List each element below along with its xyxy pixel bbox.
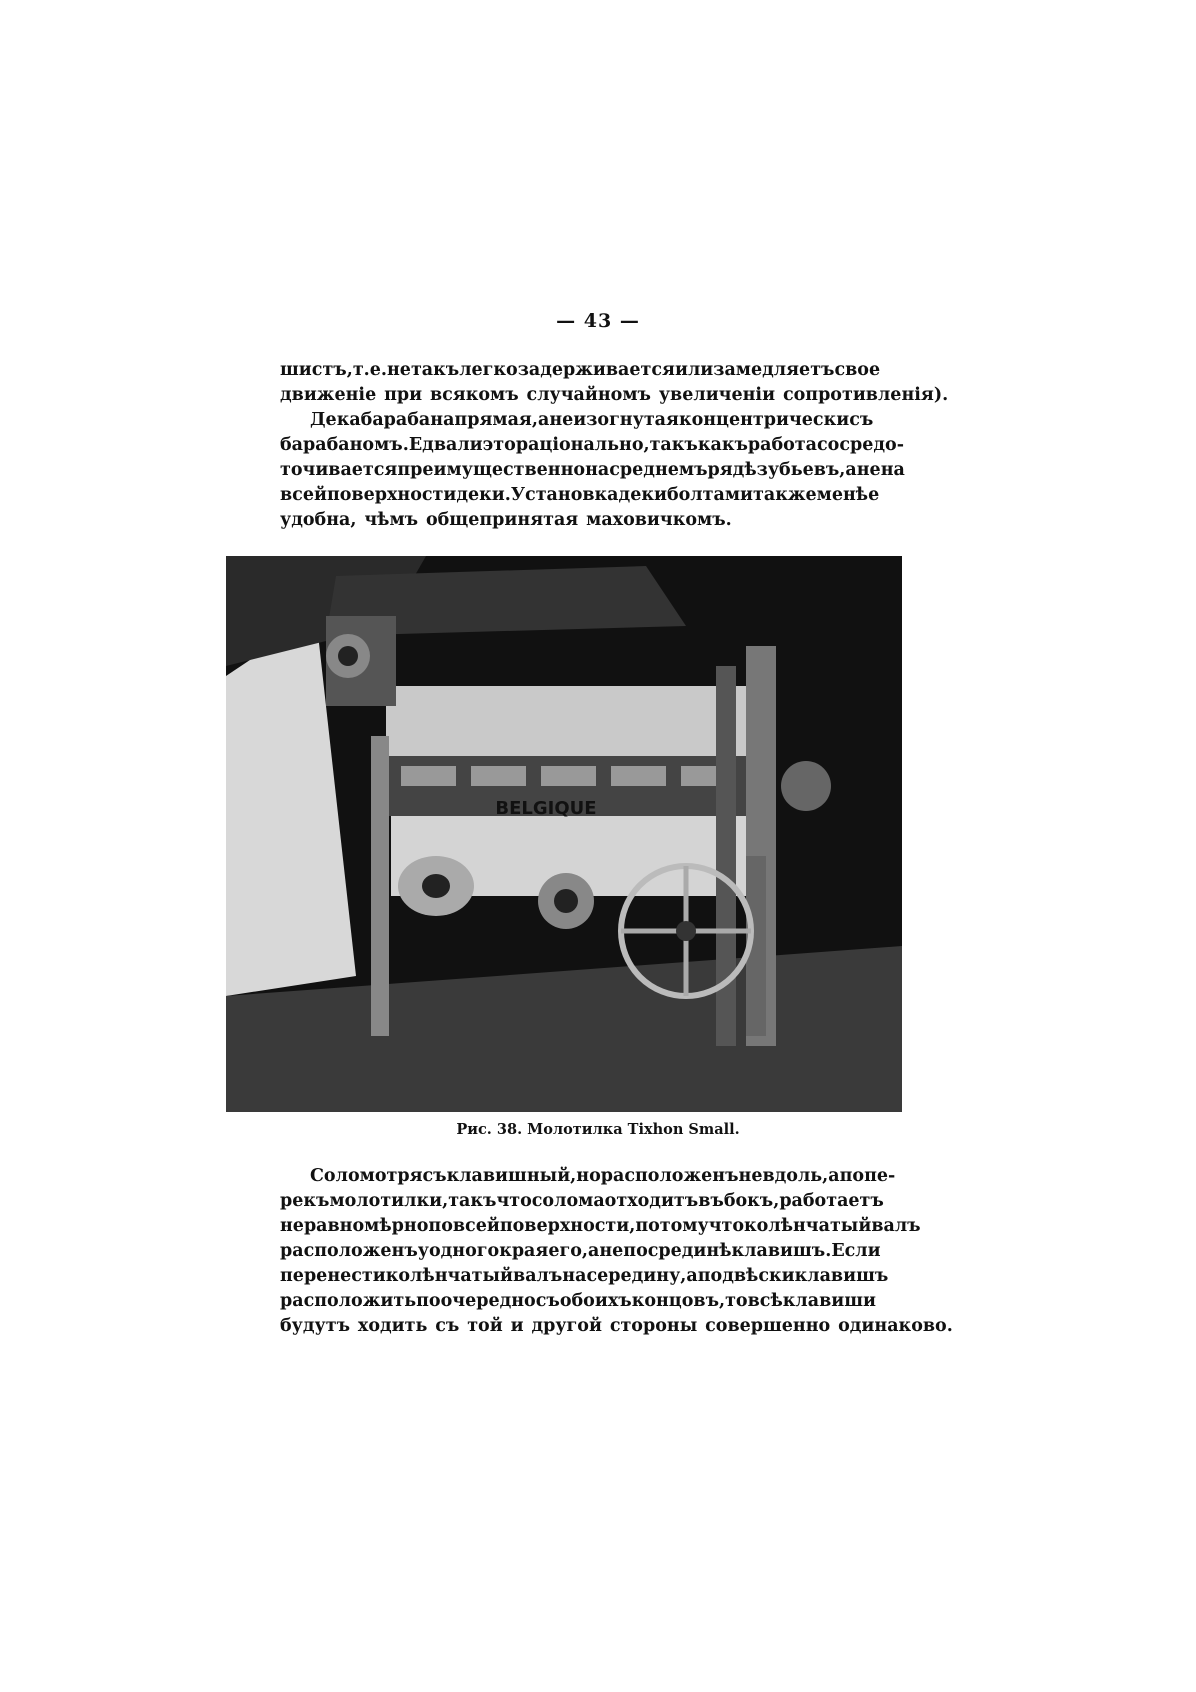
word: потому — [635, 1216, 709, 1236]
word: а — [828, 1166, 840, 1186]
word: Установка — [510, 485, 619, 505]
word: шистъ, — [280, 360, 353, 380]
word: середину, — [586, 1266, 687, 1286]
word: сосредо- — [817, 435, 904, 455]
word: при — [384, 385, 423, 405]
word: поверхности — [326, 485, 457, 505]
word: расположенъ — [600, 1166, 739, 1186]
word: поочередно — [416, 1291, 536, 1311]
word: а — [587, 1241, 600, 1261]
word: а — [537, 410, 550, 430]
machine-label: BELGIQUE — [495, 798, 597, 819]
word: зубьевъ, — [756, 460, 846, 480]
text-line — [280, 508, 870, 533]
word: замедляетъ — [713, 360, 835, 380]
word: концентрически — [678, 410, 850, 430]
word: работаетъ — [779, 1191, 884, 1211]
text-line — [280, 358, 881, 383]
word: той — [467, 1316, 503, 1336]
word: всѣ — [747, 1291, 783, 1311]
word: будутъ — [280, 1316, 351, 1336]
word: всей — [280, 485, 327, 505]
word: концовъ, — [631, 1291, 726, 1311]
word: деки. — [456, 485, 511, 505]
word: маховичкомъ. — [586, 510, 732, 530]
text-line — [280, 408, 874, 433]
word: подвѣски — [697, 1266, 795, 1286]
word: отходитъ — [604, 1191, 699, 1211]
word: и — [510, 1316, 524, 1336]
word: посрединѣ — [623, 1241, 732, 1261]
word: работа — [747, 435, 817, 455]
word: не — [599, 1241, 624, 1261]
word: барабана — [360, 410, 455, 430]
word: перенести — [280, 1266, 386, 1286]
word: валъ — [513, 1266, 563, 1286]
word: неравномѣрно — [280, 1216, 429, 1236]
word: на — [562, 1266, 587, 1286]
figure-photo — [226, 556, 902, 1112]
word: преимущественно — [397, 460, 586, 480]
word: или — [674, 360, 714, 380]
word: не — [386, 360, 411, 380]
word: съ — [535, 1291, 560, 1311]
figure-caption: Рис. 38. Молотилка Tixhon Small. — [456, 1121, 740, 1138]
word: ходить — [357, 1316, 428, 1336]
word: а — [845, 460, 857, 480]
word: ли — [457, 435, 483, 455]
word: Если — [831, 1241, 881, 1261]
text-line — [280, 1289, 876, 1314]
word: сопротивленія). — [782, 385, 949, 405]
word: точивается — [280, 460, 398, 480]
word: вдоль, — [762, 1166, 829, 1186]
word: то — [725, 1291, 748, 1311]
word: среднемъ — [609, 460, 708, 480]
word: Соломотрясъ — [310, 1166, 447, 1186]
word: клавишный, — [446, 1166, 577, 1186]
word: бокъ, — [723, 1191, 780, 1211]
word: не — [549, 410, 574, 430]
word: раціонально, — [515, 435, 650, 455]
word: менѣе — [816, 485, 880, 505]
text-line — [280, 1214, 921, 1239]
paragraph — [280, 408, 905, 533]
word: удобна, — [280, 510, 357, 530]
word: на — [880, 460, 905, 480]
text-line — [280, 458, 905, 483]
word: рядѣ — [707, 460, 757, 480]
word: валъ — [871, 1216, 921, 1236]
word: свое — [834, 360, 881, 380]
word: клавиши — [782, 1291, 876, 1311]
word: расположить — [280, 1291, 417, 1311]
word: что — [496, 1191, 532, 1211]
word: барабаномъ. — [280, 435, 409, 455]
word: расположенъ — [280, 1241, 418, 1261]
word: легко — [459, 360, 518, 380]
text-line — [280, 1164, 896, 1189]
text-line — [280, 1264, 889, 1289]
word: клавишъ — [794, 1266, 889, 1286]
word: т. — [352, 360, 370, 380]
text-line — [280, 1314, 953, 1339]
word: увеличеніи — [658, 385, 776, 405]
word: клавишъ. — [731, 1241, 832, 1261]
text-line — [280, 383, 949, 408]
word: всякомъ — [429, 385, 519, 405]
word: съ — [435, 1316, 460, 1336]
word: такъ — [649, 435, 698, 455]
paragraph — [280, 358, 949, 408]
word: Едва — [408, 435, 458, 455]
word: а — [686, 1266, 698, 1286]
word: на — [585, 460, 610, 480]
word: деки — [618, 485, 667, 505]
text-line — [280, 433, 904, 458]
word: совершенно — [705, 1316, 831, 1336]
text-block-bottom — [280, 1164, 953, 1339]
text-block-top — [280, 358, 949, 533]
word: какъ — [697, 435, 748, 455]
threshing-machine-illustration — [226, 556, 902, 1112]
word: въ — [698, 1191, 724, 1211]
word: обоихъ — [559, 1291, 632, 1311]
word: края — [499, 1241, 549, 1261]
word: колѣнчатый — [385, 1266, 514, 1286]
paragraph — [280, 1164, 953, 1339]
word: также — [753, 485, 817, 505]
word: это — [482, 435, 516, 455]
word: молотилки, — [329, 1191, 449, 1211]
word: задерживается — [517, 360, 675, 380]
word: общепринятая — [425, 510, 579, 530]
word: движеніе — [280, 385, 377, 405]
word: такъ — [448, 1191, 497, 1211]
word: одинаково. — [838, 1316, 953, 1336]
word: что — [708, 1216, 745, 1236]
word: по — [428, 1216, 453, 1236]
word: такъ — [410, 360, 460, 380]
word: всей — [452, 1216, 500, 1236]
word: чѣмъ — [364, 510, 419, 530]
word: стороны — [609, 1316, 698, 1336]
text-line — [280, 1239, 881, 1264]
word: случайномъ — [526, 385, 651, 405]
word: но — [576, 1166, 601, 1186]
word: болтами — [666, 485, 754, 505]
word: одного — [428, 1241, 500, 1261]
word: его, — [548, 1241, 588, 1261]
word: прямая, — [454, 410, 538, 430]
word: колѣнчатый — [744, 1216, 872, 1236]
word: поверхности, — [499, 1216, 636, 1236]
word: другой — [531, 1316, 602, 1336]
word: Дека — [310, 410, 361, 430]
word: не — [856, 460, 881, 480]
page-number: — 43 — — [556, 310, 640, 332]
word: изогнутая — [573, 410, 679, 430]
word: е. — [369, 360, 387, 380]
word: солома — [531, 1191, 605, 1211]
text-line — [280, 1189, 884, 1214]
word: у — [417, 1241, 429, 1261]
word: попе- — [839, 1166, 896, 1186]
word: съ — [849, 410, 874, 430]
text-line — [280, 483, 880, 508]
word: рекъ — [280, 1191, 330, 1211]
word: не — [738, 1166, 763, 1186]
